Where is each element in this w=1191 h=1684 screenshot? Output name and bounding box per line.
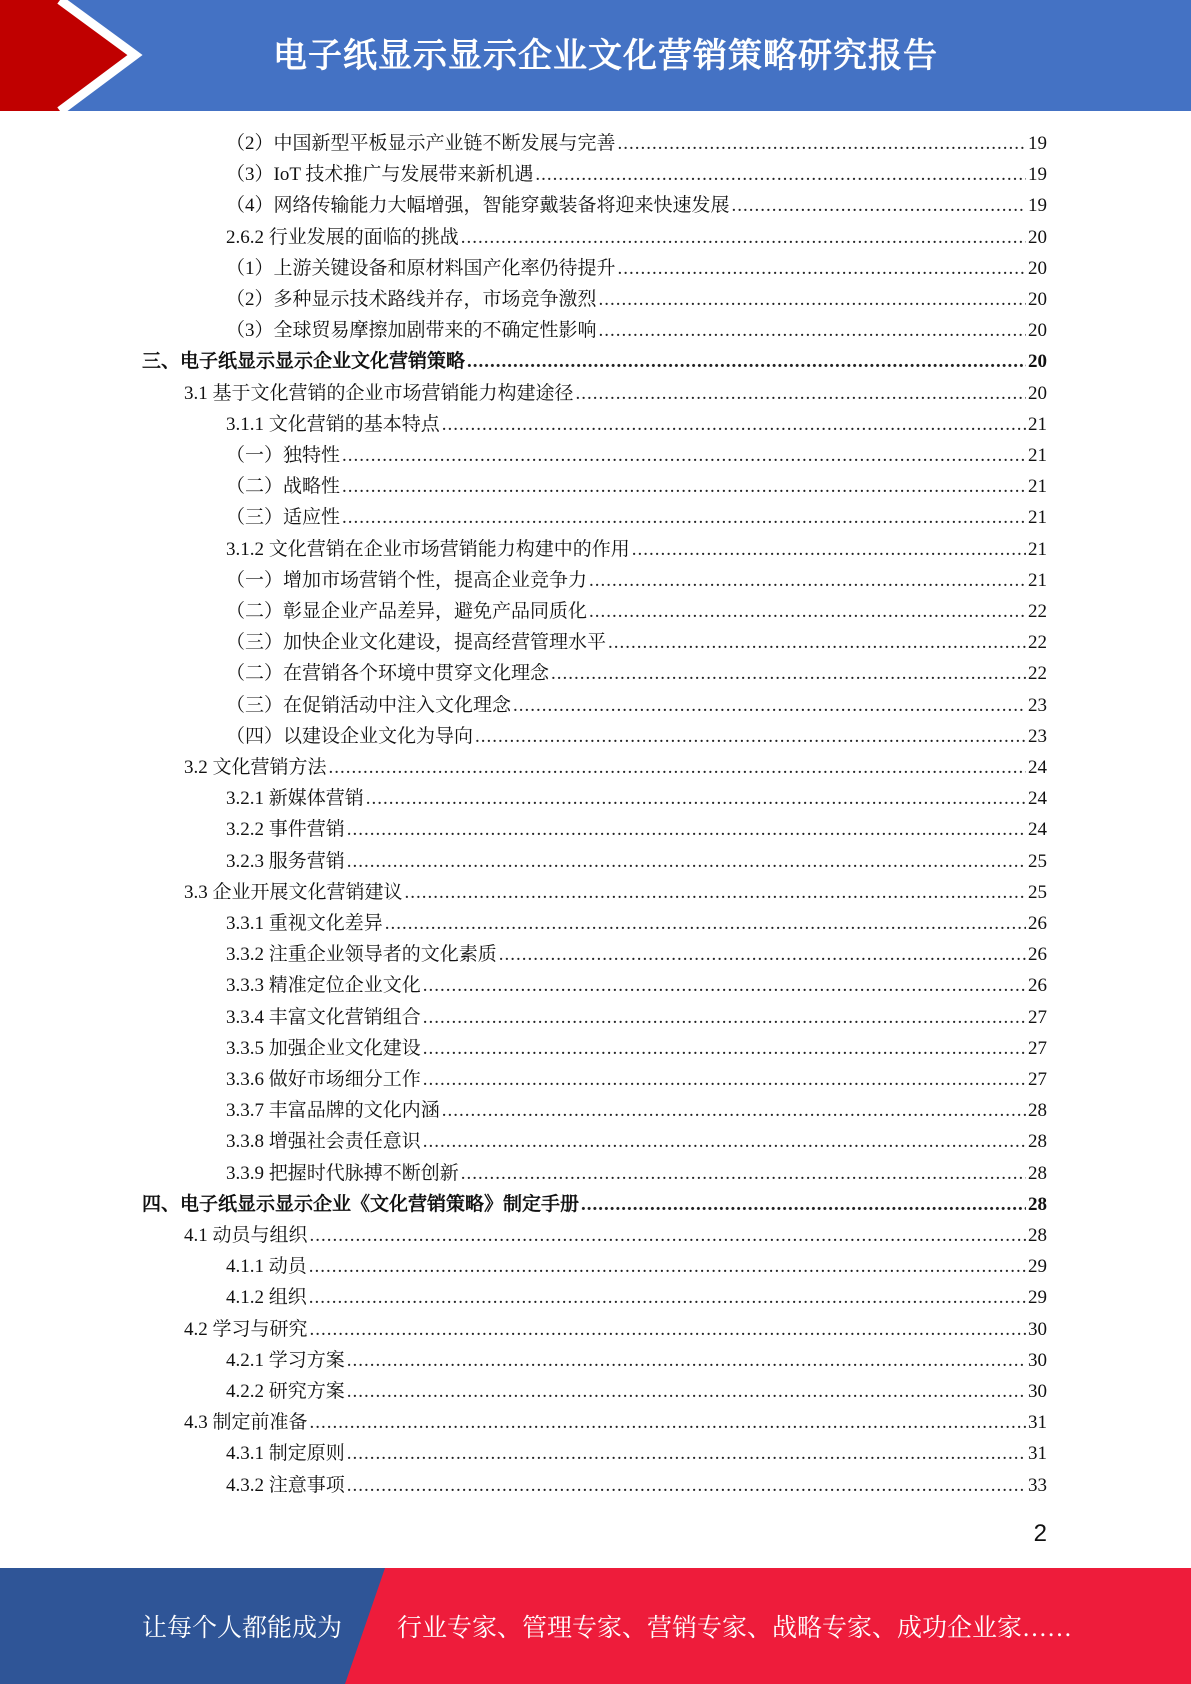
toc-entry-page: 31	[1028, 1412, 1047, 1434]
toc-entry[interactable]	[226, 315, 1047, 346]
toc-entry-title: 3.3.1 重视文化差异	[226, 913, 383, 934]
toc-dot-leader	[309, 1282, 1026, 1313]
toc-entry-page: 28	[1028, 1225, 1047, 1246]
toc-entry-title: （一）独特性	[226, 445, 341, 466]
toc-entry-title: （三）在促销活动中注入文化理念	[226, 694, 512, 716]
toc-entry-page: 28	[1028, 1100, 1047, 1122]
toc-entry-page: 20	[1028, 320, 1047, 342]
toc-entry-page: 26	[1028, 944, 1047, 966]
toc-entry-page: 21	[1028, 445, 1047, 466]
toc-entry-title: （3）IoT 技术推广与发展带来新机遇	[226, 164, 534, 186]
toc-entry[interactable]	[226, 1438, 1047, 1469]
toc-entry-page: 24	[1028, 757, 1047, 778]
toc-entry-page: 20	[1028, 226, 1047, 248]
toc-dot-leader	[589, 596, 1026, 627]
toc-entry-title: 4.3.2 注意事项	[226, 1474, 345, 1496]
toc-entry-page: 30	[1028, 1349, 1047, 1371]
toc-entry[interactable]	[226, 159, 1047, 190]
toc-dot-leader	[576, 378, 1026, 409]
toc-dot-leader	[342, 440, 1026, 471]
toc-entry-title: 3.2 文化营销方法	[184, 757, 327, 778]
toc-dot-leader	[513, 690, 1026, 721]
toc-entry[interactable]	[226, 1345, 1047, 1376]
toc-entry-title: （1）上游关键设备和原材料国产化率仍待提升	[226, 257, 616, 279]
toc-dot-leader	[632, 534, 1026, 565]
toc-dot-leader	[385, 908, 1026, 939]
toc-entry-page: 24	[1028, 788, 1047, 810]
page-header	[0, 0, 1191, 111]
toc-entry-title: （四）以建设企业文化为导向	[226, 725, 474, 747]
toc-entry-page: 25	[1028, 881, 1047, 903]
toc-entry-title: 4.2.2 研究方案	[226, 1381, 345, 1402]
toc-entry-page: 21	[1028, 476, 1047, 498]
toc-dot-leader	[423, 1002, 1026, 1033]
toc-entry-title: 3.3.7 丰富品牌的文化内涵	[226, 1100, 440, 1122]
toc-entry-title: 3.2.1 新媒体营销	[226, 788, 364, 810]
toc-entry-title: 3.3.6 做好市场细分工作	[226, 1069, 421, 1090]
toc-entry-title: 3.3.8 增强社会责任意识	[226, 1131, 421, 1153]
toc-entry-page: 23	[1028, 694, 1047, 716]
toc-entry[interactable]	[226, 970, 1047, 1001]
toc-dot-leader	[342, 471, 1026, 502]
toc-entry-title: （2）多种显示技术路线并存，市场竞争激烈	[226, 289, 597, 310]
toc-entry[interactable]	[226, 222, 1047, 253]
toc-entry[interactable]	[226, 128, 1047, 159]
toc-entry-title: 4.2 学习与研究	[184, 1318, 308, 1340]
toc-entry[interactable]	[226, 1002, 1047, 1033]
toc-entry-page: 23	[1028, 725, 1047, 747]
toc-entry-page: 24	[1028, 819, 1047, 841]
toc-entry-title: 3.3.2 注重企业领导者的文化素质	[226, 944, 497, 966]
toc-dot-leader	[599, 315, 1026, 346]
toc-entry[interactable]	[184, 1407, 1047, 1438]
toc-entry[interactable]	[226, 253, 1047, 284]
toc-entry-page: 20	[1028, 257, 1047, 279]
toc-entry-page: 21	[1028, 413, 1047, 435]
toc-entry[interactable]	[226, 908, 1047, 939]
toc-dot-leader	[618, 128, 1026, 159]
toc-entry[interactable]	[142, 1189, 1047, 1220]
toc-entry[interactable]	[226, 534, 1047, 565]
toc-entry[interactable]	[226, 502, 1047, 533]
toc-dot-leader	[423, 1033, 1026, 1064]
toc-dot-leader	[461, 1158, 1026, 1189]
toc-entry-title: 四、电子纸显示显示企业《文化营销策略》制定手册	[142, 1193, 580, 1215]
toc-entry-page: 29	[1028, 1287, 1047, 1309]
toc-entry-page: 22	[1028, 601, 1047, 622]
report-title: 电子纸显示显示企业文化营销策略研究报告	[273, 36, 938, 76]
toc-entry[interactable]	[226, 409, 1047, 440]
toc-entry-page: 30	[1028, 1318, 1047, 1340]
toc-entry[interactable]	[226, 1064, 1047, 1095]
toc-entry-page: 22	[1028, 632, 1047, 654]
toc-entry-title: （一）增加市场营销个性，提高企业竞争力	[226, 569, 588, 591]
toc-entry[interactable]	[226, 1095, 1047, 1126]
toc-entry-title: （二）彰显企业产品差异，避免产品同质化	[226, 601, 588, 622]
toc-dot-leader	[347, 1376, 1026, 1407]
toc-entry-title: （二）战略性	[226, 476, 341, 498]
toc-entry-title: 4.3.1 制定原则	[226, 1443, 345, 1465]
toc-entry-page: 28	[1028, 1193, 1047, 1215]
toc-entry[interactable]	[226, 721, 1047, 752]
toc-entry[interactable]	[184, 378, 1047, 409]
toc-entry-title: 3.3.9 把握时代脉搏不断创新	[226, 1162, 459, 1184]
toc-dot-leader	[423, 1126, 1026, 1157]
footer-slogan-left: 让每个人都能成为	[142, 1615, 343, 1642]
toc-entry-page: 26	[1028, 913, 1047, 934]
toc-entry[interactable]	[226, 939, 1047, 970]
toc-entry[interactable]	[226, 565, 1047, 596]
toc-entry-title: 3.3.5 加强企业文化建设	[226, 1037, 421, 1059]
toc-entry[interactable]	[226, 440, 1047, 471]
toc-entry-page: 20	[1028, 351, 1047, 373]
toc-entry-page: 27	[1028, 1006, 1047, 1028]
toc-entry[interactable]	[226, 471, 1047, 502]
toc-entry-title: （三）适应性	[226, 507, 341, 529]
toc-entry-page: 19	[1028, 195, 1047, 217]
toc-entry[interactable]	[226, 658, 1047, 689]
toc-entry[interactable]	[184, 1220, 1047, 1251]
page-footer	[0, 1568, 1191, 1684]
toc-entry-page: 21	[1028, 569, 1047, 591]
toc-entry-page: 21	[1028, 538, 1047, 560]
toc-entry-page: 20	[1028, 289, 1047, 310]
toc-entry-title: 4.1.1 动员	[226, 1256, 307, 1278]
toc-entry[interactable]	[226, 1282, 1047, 1313]
toc-entry-page: 29	[1028, 1256, 1047, 1278]
toc-entry[interactable]	[142, 346, 1047, 377]
toc-entry[interactable]	[226, 1470, 1047, 1501]
toc-entry-title: （2）中国新型平板显示产业链不断发展与完善	[226, 133, 616, 154]
toc-entry-title: 3.1 基于文化营销的企业市场营销能力构建途径	[184, 382, 574, 404]
toc-entry-page: 26	[1028, 975, 1047, 997]
toc-entry-title: 3.3 企业开展文化营销建议	[184, 881, 403, 903]
toc-entry[interactable]	[226, 1158, 1047, 1189]
toc-entry[interactable]	[184, 752, 1047, 783]
toc-entry-page: 31	[1028, 1443, 1047, 1465]
toc-dot-leader	[551, 658, 1026, 689]
toc-entry[interactable]	[226, 1251, 1047, 1282]
toc-dot-leader	[461, 222, 1026, 253]
toc-dot-leader	[310, 1407, 1026, 1438]
toc-dot-leader	[442, 409, 1026, 440]
toc-dot-leader	[347, 814, 1026, 845]
toc-dot-leader	[423, 970, 1026, 1001]
toc-dot-leader	[310, 1220, 1026, 1251]
toc-entry-title: （二）在营销各个环境中贯穿文化理念	[226, 663, 550, 685]
toc-entry[interactable]	[226, 627, 1047, 658]
toc-dot-leader	[405, 877, 1026, 908]
toc-entry[interactable]	[226, 596, 1047, 627]
toc-entry-title: 3.1.1 文化营销的基本特点	[226, 413, 440, 435]
toc-entry[interactable]	[226, 1126, 1047, 1157]
toc-dot-leader	[618, 253, 1026, 284]
toc-entry-title: 4.1.2 组织	[226, 1287, 307, 1309]
toc-entry-page: 28	[1028, 1162, 1047, 1184]
toc-entry-title: 3.2.2 事件营销	[226, 819, 345, 841]
toc-entry-page: 27	[1028, 1037, 1047, 1059]
toc-dot-leader	[581, 1189, 1026, 1220]
toc-entry[interactable]	[226, 1033, 1047, 1064]
toc-entry-title: （三）加快企业文化建设，提高经营管理水平	[226, 632, 607, 654]
toc-dot-leader	[310, 1314, 1026, 1345]
toc-dot-leader	[423, 1064, 1026, 1095]
toc-entry-title: 3.1.2 文化营销在企业市场营销能力构建中的作用	[226, 538, 630, 560]
toc-dot-leader	[467, 346, 1026, 377]
toc-entry-title: 3.3.3 精准定位企业文化	[226, 975, 421, 997]
toc-dot-leader	[347, 1470, 1026, 1501]
toc-entry[interactable]	[226, 814, 1047, 845]
toc-dot-leader	[329, 752, 1026, 783]
toc-entry-page: 30	[1028, 1381, 1047, 1402]
toc-entry-title: （4）网络传输能力大幅增强，智能穿戴装备将迎来快速发展	[226, 195, 730, 217]
toc-dot-leader	[599, 284, 1026, 315]
toc-entry-page: 33	[1028, 1474, 1047, 1496]
footer-slogan-right: 行业专家、管理专家、营销专家、战略专家、成功企业家……	[397, 1615, 1073, 1642]
toc-dot-leader	[342, 502, 1026, 533]
toc-dot-leader	[589, 565, 1026, 596]
toc-entry[interactable]	[226, 1376, 1047, 1407]
toc-entry-page: 20	[1028, 382, 1047, 404]
toc-entry-title: 4.2.1 学习方案	[226, 1349, 345, 1371]
toc-entry-title: （3）全球贸易摩擦加剧带来的不确定性影响	[226, 320, 597, 342]
toc-entry-page: 27	[1028, 1069, 1047, 1090]
toc-entry[interactable]	[184, 877, 1047, 908]
toc-dot-leader	[442, 1095, 1026, 1126]
toc-dot-leader	[347, 1438, 1026, 1469]
toc-entry[interactable]	[226, 690, 1047, 721]
toc-dot-leader	[732, 190, 1026, 221]
toc-dot-leader	[347, 846, 1026, 877]
toc-entry-title: 4.3 制定前准备	[184, 1412, 308, 1434]
toc-entry[interactable]	[226, 783, 1047, 814]
toc-entry-page: 28	[1028, 1131, 1047, 1153]
page-number: 2	[1033, 1520, 1047, 1547]
toc-entry[interactable]	[226, 284, 1047, 315]
toc-entry-title: 4.1 动员与组织	[184, 1225, 308, 1246]
toc-entry-page: 22	[1028, 663, 1047, 685]
toc-entry-title: 三、电子纸显示显示企业文化营销策略	[142, 351, 466, 373]
toc-entry[interactable]	[226, 190, 1047, 221]
toc-dot-leader	[608, 627, 1026, 658]
toc-dot-leader	[366, 783, 1026, 814]
toc-dot-leader	[475, 721, 1026, 752]
toc-dot-leader	[309, 1251, 1026, 1282]
toc-dot-leader	[535, 159, 1026, 190]
toc-entry-page: 25	[1028, 850, 1047, 872]
toc-entry-page: 21	[1028, 507, 1047, 529]
toc-entry[interactable]	[226, 846, 1047, 877]
toc-entry-title: 2.6.2 行业发展的面临的挑战	[226, 226, 459, 248]
toc-entry-title: 3.3.4 丰富文化营销组合	[226, 1006, 421, 1028]
toc-entry[interactable]	[184, 1314, 1047, 1345]
toc-entry-page: 19	[1028, 133, 1047, 154]
toc-entry-page: 19	[1028, 164, 1047, 186]
toc-dot-leader	[347, 1345, 1026, 1376]
toc-entry-title: 3.2.3 服务营销	[226, 850, 345, 872]
toc-dot-leader	[499, 939, 1026, 970]
